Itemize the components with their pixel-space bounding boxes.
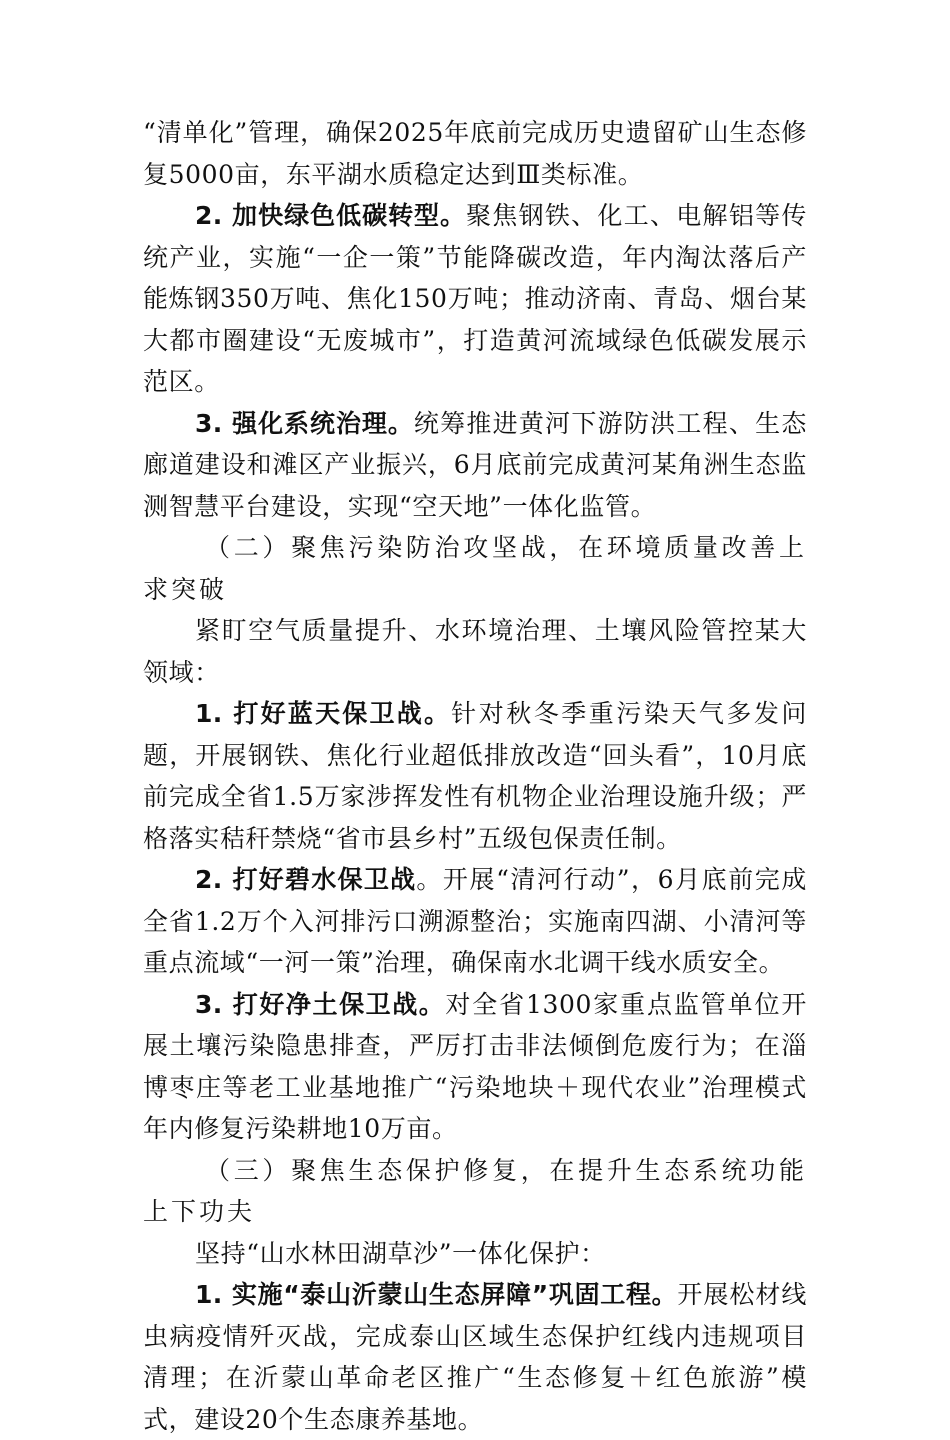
paragraph-lead: 2. 打好碧水保卫战 xyxy=(195,865,417,894)
section-heading-text: （三）聚焦生态保护修复，在提升生态系统功能上下功夫 xyxy=(143,1155,807,1226)
paragraph-ecology-intro xyxy=(143,1233,807,1275)
paragraph-text: 紧盯空气质量提升、水环境治理、土壤风险管控某大领域： xyxy=(143,616,807,687)
paragraph-pollution-intro xyxy=(143,610,807,693)
paragraph-lead: 2. 加快绿色低碳转型。 xyxy=(195,201,467,230)
paragraph-text: 聚焦钢铁、化工、电解铝等传统产业，实施“一企一策”节能降碳改造，年内淘汰落后产能炼钢350万吨、焦化150万吨；推动济南、青岛、烟台某大都市圈建设“无废城市”，打造黄河流域绿色低碳发展示范区。 xyxy=(143,201,807,396)
paragraph-text: 坚持“山水林田湖草沙”一体化保护： xyxy=(195,1238,606,1268)
paragraph-lead: 1. 打好蓝天保卫战。 xyxy=(195,699,452,728)
paragraph-text: 。开展“清河行动”，6月底前完成全省1.2万个入河排污口溯源整治；实施南四湖、小清河等重点流域“一河一策”治理，确保南水北调干线水质安全。 xyxy=(143,865,807,977)
paragraph-lead: 1. 实施“泰山沂蒙山生态屏障”巩固工程。 xyxy=(195,1280,678,1309)
paragraph-system-governance xyxy=(143,403,807,528)
section-heading-ecology xyxy=(143,1150,807,1233)
paragraph-text: 开展松材线虫病疫情歼灭战，完成泰山区域生态保护红线内违规项目清理；在沂蒙山革命老区推广“生态修复＋红色旅游”模式，建设20个生态康养基地。 xyxy=(143,1280,807,1434)
paragraph-text: 对全省1300家重点监管单位开展土壤污染隐患排查，严厉打击非法倾倒危废行为；在淄博枣庄等老工业基地推广“污染地块＋现代农业”治理模式年内修复污染耕地10万亩。 xyxy=(143,989,807,1143)
paragraph-blue-sky xyxy=(143,693,807,859)
paragraph-taishan-yimeng xyxy=(143,1274,807,1440)
paragraph-text: 统筹推进黄河下游防洪工程、生态廊道建设和滩区产业振兴，6月底前完成黄河某角洲生态监测智慧平台建设，实现“空天地”一体化监管。 xyxy=(143,408,807,521)
paragraph-lead: 3. 打好净土保卫战。 xyxy=(195,989,446,1019)
section-heading-text: （二）聚焦污染防治攻坚战，在环境质量改善上求突破 xyxy=(143,533,807,604)
paragraph-green-transition xyxy=(143,195,807,403)
paragraph-clear-water xyxy=(143,859,807,984)
paragraph-text: “清单化”管理，确保2025年底前完成历史遗留矿山生态修复5000亩，东平湖水质稳定达到Ⅲ类标准。 xyxy=(143,118,807,189)
paragraph-clean-soil xyxy=(143,984,807,1150)
paragraph-lead: 3. 强化系统治理。 xyxy=(195,408,414,438)
paragraph-text: 针对秋冬季重污染天气多发问题，开展钢铁、焦化行业超低排放改造“回头看”，10月底前完成全省1.5万家涉挥发性有机物企业治理设施升级；严格落实秸秆禁烧“省市县乡村”五级包保责任制。 xyxy=(143,699,807,853)
paragraph-mine-restoration xyxy=(143,112,807,195)
document-body xyxy=(143,112,807,1440)
section-heading-pollution xyxy=(143,527,807,610)
